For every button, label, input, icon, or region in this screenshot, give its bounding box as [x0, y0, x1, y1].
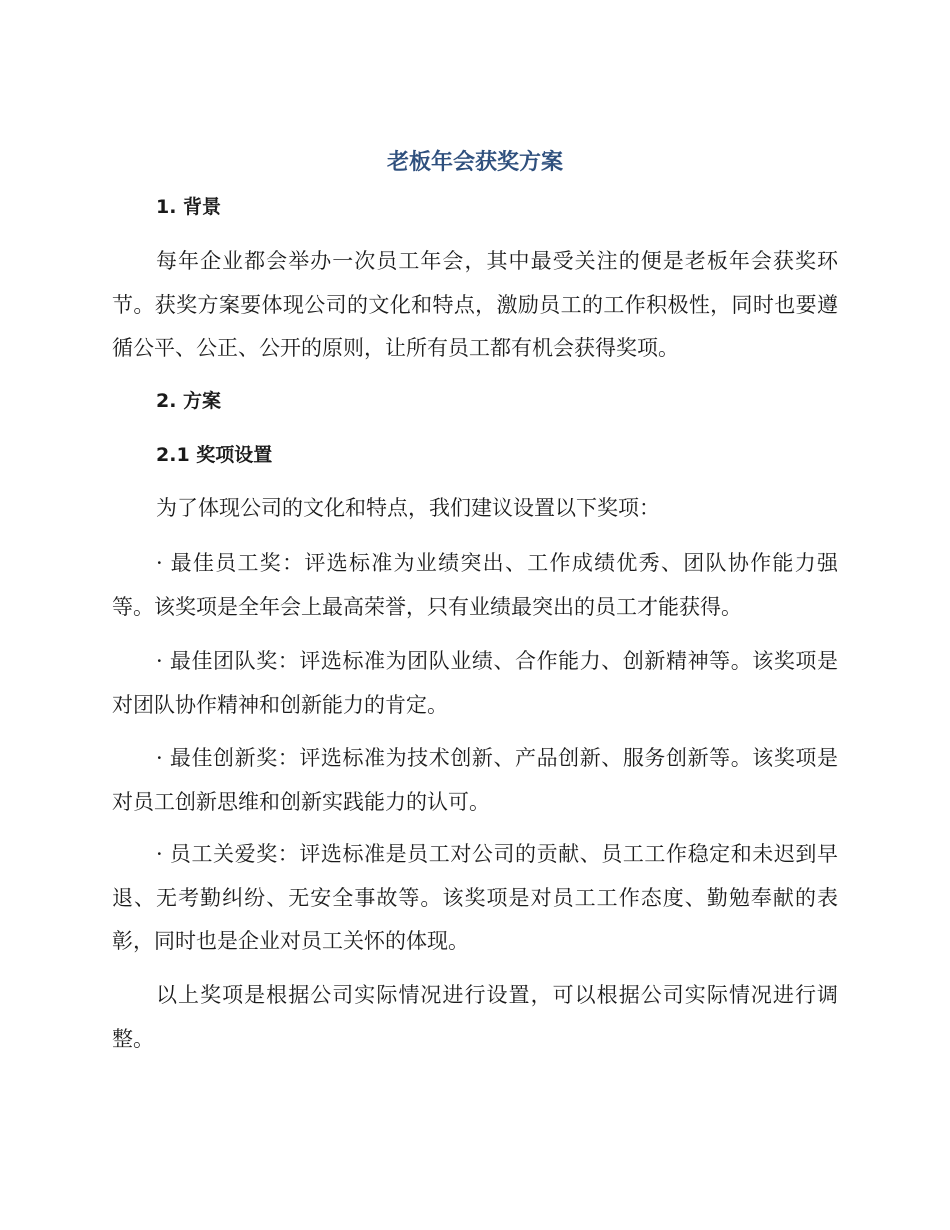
award-item-best-team: · 最佳团队奖：评选标准为团队业绩、合作能力、创新精神等。该奖项是对团队协作精神和创新能力的肯定。: [112, 649, 838, 717]
section-heading-awards: 2.1 奖项设置: [156, 444, 273, 466]
award-item-best-employee: · 最佳员工奖：评选标准为业绩突出、工作成绩优秀、团队协作能力强等。该奖项是全年会上最高荣誉，只有业绩最突出的员工才能获得。: [112, 551, 838, 619]
closing-paragraph: 以上奖项是根据公司实际情况进行设置，可以根据公司实际情况进行调整。: [112, 983, 838, 1051]
section-heading-background: 1. 背景: [156, 196, 222, 218]
award-item-employee-care: · 员工关爱奖：评选标准是员工对公司的贡献、员工工作稳定和未迟到早退、无考勤纠纷、无安全事故等。该奖项是对员工工作态度、勤勉奉献的表彰，同时也是企业对员工关怀的体现。: [112, 842, 838, 953]
document-title: 老板年会获奖方案: [386, 150, 563, 175]
award-item-best-innovation: · 最佳创新奖：评选标准为技术创新、产品创新、服务创新等。该奖项是对员工创新思维和创新实践能力的认可。: [112, 746, 838, 814]
section-heading-plan: 2. 方案: [156, 390, 222, 412]
background-paragraph: 每年企业都会举办一次员工年会，其中最受关注的便是老板年会获奖环节。获奖方案要体现公司的文化和特点，激励员工的工作积极性，同时也要遵循公平、公正、公开的原则，让所有员工都有机会获得奖项。: [112, 249, 838, 360]
awards-intro-paragraph: 为了体现公司的文化和特点，我们建议设置以下奖项：: [156, 496, 660, 520]
